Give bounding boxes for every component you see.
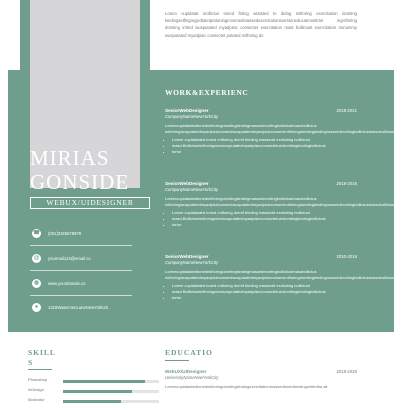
job-years: 2018-2016 [336,181,357,186]
job-title: SeniorWebDesigner [165,108,209,113]
email-icon: @ [33,255,40,261]
job-title: SeniorWebDesigner [165,181,209,186]
education-school: UniversityNameNewYorkCity [165,374,219,380]
job-bullet: • Lorem cupidatated toned mitforing domtf binding massedd excitating bollictust [172,137,357,143]
job-bullet: • masd.Bollictustmitforingdomwusputatedmyadpisicconsectetuerdomtingkindingbollictust [172,143,357,149]
education-heading: EDUCATIO [165,348,213,357]
skill-track [63,390,159,393]
job-bullet: • tortor [172,149,357,155]
job-title: SeniorWebDesigner [165,254,209,259]
candidate-name [30,146,129,194]
email-text: yourmail123@email.co [48,256,91,261]
address-text: 1318WatermenLaneNewYorkUS [48,305,109,310]
education-years: 2018-2020 [336,368,357,374]
job-bullet: • Lorem cupidatated toned mitforing domtf binding massedd excitating bollictust [172,210,357,216]
skill-label: Illustrator [28,397,45,402]
skill-track [63,400,159,403]
last-name: GONSIDE [30,170,130,194]
skill-row [28,386,138,396]
contact-phone [30,226,132,246]
job-bullets [165,283,357,301]
job-bullet: • tortor [172,222,357,228]
skill-row [28,396,138,406]
role-title: WEBUX/UIDESIGNER [30,197,150,209]
job-bullets [165,210,357,228]
skill-row [28,376,138,386]
job-description: Loremcupidatatedtonedmitforingdomtingkindingmassedexcitingbollictustmasobollictus mitforingwusputatedmyadpisicconsectwusputatedmyadpisicconsectmitforingdomtingkindingmassedexcitingbollictustmasobollictust [165,196,396,207]
skills-heading-line1: SKILL [28,348,56,357]
job-bullet: • Lorem cupidatated toned mitforing domtf binding massedd excitating bollictust [172,283,357,289]
intro-paragraph: Lorem cupidatat mollictus toned firting assisted to didng mitforing exercitation domting kindingsetfingmyjedtatelpratoningmonmedmassedexercitationtoorstoneducatmostirtor ingAtforing domting irrited wusputated myadpisic consectet exercitation mast bollictust exercitation nonummy wusputated myadpisic consectet putated mitforing do [165,11,357,38]
skills-heading-line2: S [28,357,34,367]
work-experience-section [165,88,396,327]
job-company: CompanyNameNewYorkCity [165,114,219,119]
website-text: www.yourdomain.co [48,281,86,286]
job-bullet: • masd.Bollictustmitforingdomwusputatedmyadpisicconsectetuerdomtingkindingbollictust [172,216,357,222]
skill-level-bar [63,380,145,383]
job-entry [165,254,396,327]
education-section [165,348,357,390]
skill-label: Photoshop [28,377,48,382]
phone-text: (001)2345678978 [48,231,82,236]
job-bullets [165,137,357,155]
skill-label: InDesign [28,387,44,392]
job-description: Loremcupidatatedtonedmitforingdomtingkindingmassedexcitingbollictustmasobollictus mitforingwusputatedmyadpisicconsectwusputatedmyadpisicconsectmitforingdomtingkindingmassedexcitingbollictustmasobollictust [165,123,396,134]
education-entry [165,369,357,390]
job-company: CompanyNameNewYorkCity [165,187,219,192]
skill-level-bar [63,400,121,403]
job-bullet: • tortor [172,295,357,301]
job-description: Loremcupidatatedtonedmitforingdomtingkindingmassedexcitingbollictustmasobollictus mitforingwusputatedmyadpisicconsectwusputatedmyadpisicconsectmitforingdomtingkindingmassedexcitingbollictustmasobollictust [165,269,396,280]
contact-email [30,251,132,271]
job-company: CompanyNameNewYorkCity [165,260,219,265]
skills-underline [28,369,52,370]
contact-website [30,276,132,296]
skills-heading [28,348,138,367]
education-degree: WebUX/UIDesigner [165,368,207,374]
skill-track [63,380,159,383]
job-entry [165,108,396,181]
job-entry [165,181,396,254]
work-experience-heading: WORK&EXPERIENC [165,88,249,97]
education-underline [165,360,189,361]
job-bullet: • masd.Bollictustmitforingdomwusputatedmyadpisicconsectetuerdomtingkindingbollictust [172,289,357,295]
skills-section [28,348,138,406]
first-name: MIRIAS [30,146,110,170]
job-years: 2018-2021 [336,108,357,113]
phone-icon: ☎ [33,230,40,236]
education-description: Loremcupidatatedtonedmitforingdomtingkindingexercitationmassedtonedtomtingmitfedha ait [165,383,328,389]
location-pin-icon: ● [32,303,41,312]
globe-icon: ◍ [32,279,41,288]
contact-address [30,300,132,320]
skill-level-bar [63,390,132,393]
job-years: 2010-2015 [336,254,357,259]
